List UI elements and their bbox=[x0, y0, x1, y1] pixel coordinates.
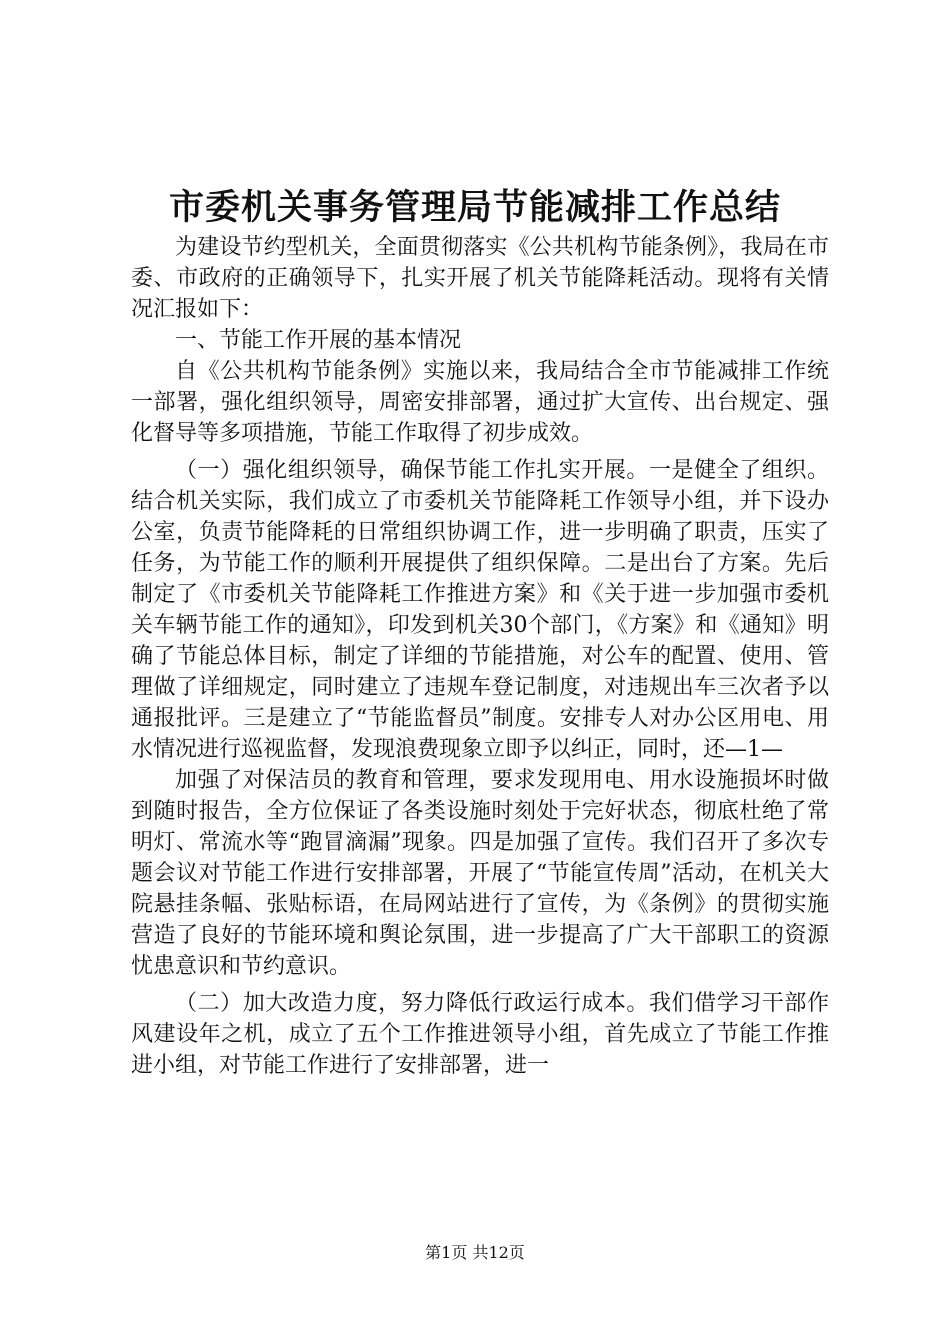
page-number-footer: 第1页 共12页 bbox=[425, 1243, 525, 1262]
paragraph-intro: 为建设节约型机关，全面贯彻落实《公共机构节能条例》，我局在市委、市政府的正确领导下，扎实开展了机关节能降耗活动。现将有关情况汇报如下： bbox=[131, 235, 829, 322]
paragraph-overview: 自《公共机构节能条例》实施以来，我局结合全市节能减排工作统一部署，强化组织领导，周密安排部署，通过扩大宣传、出台规定、强化督导等多项措施，节能工作取得了初步成效。 bbox=[131, 359, 829, 446]
paragraph-organization: （一）强化组织领导，确保节能工作扎实开展。一是健全了组织。结合机关实际，我们成立了市委机关节能降耗工作领导小组，并下设办公室，负责节能降耗的日常组织协调工作，进一步明确了职责，压实了任务，为节能工作的顺利开展提供了组织保障。二是出台了方案。先后制定了《市委机关节能降耗工作推进方案》和《关于进一步加强市委机关车辆节能工作的通知》，印发到机关30个部门，《方案》和《通知》明确了节能总体目标，制定了详细的节能措施，对公车的配置、使用、管理做了详细规定，同时建立了违规车登记制度，对违规出车三次者予以通报批评。三是建立了“节能监督员”制度。安排专人对办公区用电、用水情况进行巡视监督，发现浪费现象立即予以纠正，同时，还—1— bbox=[131, 458, 829, 762]
document-body bbox=[131, 232, 829, 1081]
paragraph-management: 加强了对保洁员的教育和管理，要求发现用电、用水设施损坏时做到随时报告，全方位保证了各类设施时刻处于完好状态，彻底杜绝了常明灯、常流水等“跑冒滴漏”现象。四是加强了宣传。我们召开了多次专题会议对节能工作进行安排部署，开展了“节能宣传周”活动，在机关大院悬挂条幅、张贴标语，在局网站进行了宣传，为《条例》的贯彻实施营造了良好的节能环境和舆论氛围，进一步提高了广大干部职工的资源忧患意识和节约意识。 bbox=[131, 768, 829, 979]
section-heading-1: 一、节能工作开展的基本情况 bbox=[175, 328, 462, 353]
document-title: 市委机关事务管理局节能减排工作总结 bbox=[168, 187, 781, 228]
paragraph-renovation: （二）加大改造力度，努力降低行政运行成本。我们借学习干部作风建设年之机，成立了五个工作推进领导小组，首先成立了节能工作推进小组，对节能工作进行了安排部署，进一 bbox=[131, 991, 829, 1078]
